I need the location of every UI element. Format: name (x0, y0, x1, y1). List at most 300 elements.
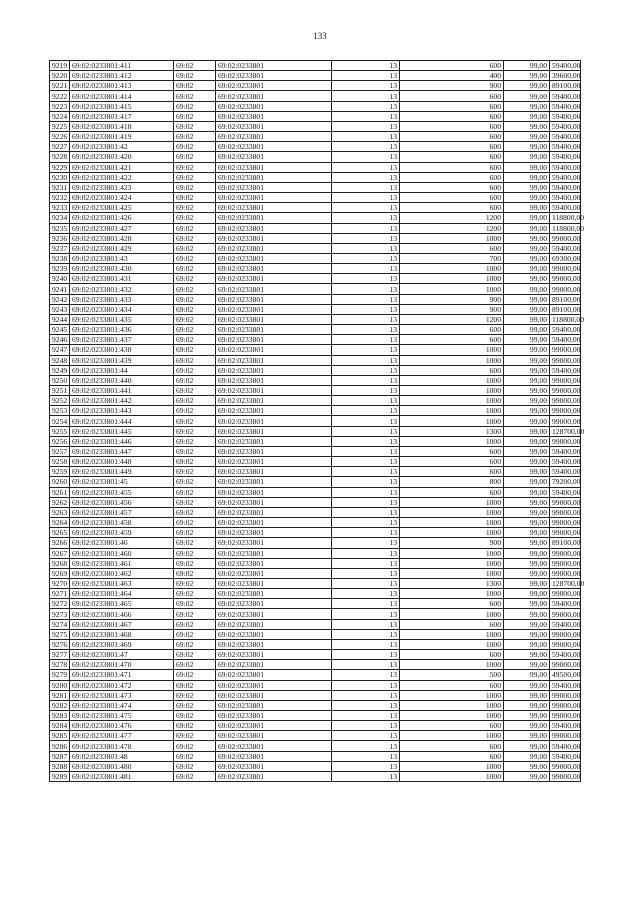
category-code-cell: 13 (332, 81, 400, 91)
table-row (50, 761, 581, 771)
cadastral-quarter-cell: 69:02:0233801 (216, 233, 332, 243)
category-code-cell: 13 (332, 609, 400, 619)
rate-value-cell: 99,00 (504, 325, 550, 335)
category-code-cell: 13 (332, 771, 400, 781)
area-value-cell: 600 (400, 203, 504, 213)
district-code-cell: 69:02 (174, 568, 216, 578)
area-value-cell: 1000 (400, 264, 504, 274)
total-value-cell: 128700,00 (550, 578, 581, 588)
row-index-cell: 9280 (50, 680, 70, 690)
table-row (50, 314, 581, 324)
rate-value-cell: 99,00 (504, 274, 550, 284)
rate-value-cell: 99,00 (504, 355, 550, 365)
category-code-cell: 13 (332, 629, 400, 639)
table-row (50, 284, 581, 294)
area-value-cell: 1000 (400, 497, 504, 507)
row-index-cell: 9283 (50, 711, 70, 721)
table-row (50, 304, 581, 314)
row-index-cell: 9252 (50, 396, 70, 406)
row-index-cell: 9287 (50, 751, 70, 761)
rate-value-cell: 99,00 (504, 629, 550, 639)
total-value-cell: 99000,00 (550, 284, 581, 294)
area-value-cell: 900 (400, 294, 504, 304)
total-value-cell: 59400,00 (550, 243, 581, 253)
area-value-cell: 600 (400, 132, 504, 142)
rate-value-cell: 99,00 (504, 700, 550, 710)
rate-value-cell: 99,00 (504, 670, 550, 680)
category-code-cell: 13 (332, 436, 400, 446)
rate-value-cell: 99,00 (504, 690, 550, 700)
area-value-cell: 900 (400, 81, 504, 91)
area-value-cell: 1000 (400, 528, 504, 538)
district-code-cell: 69:02 (174, 771, 216, 781)
district-code-cell: 69:02 (174, 436, 216, 446)
category-code-cell: 13 (332, 507, 400, 517)
district-code-cell: 69:02 (174, 528, 216, 538)
row-index-cell: 9240 (50, 274, 70, 284)
table-row (50, 446, 581, 456)
area-value-cell: 1000 (400, 284, 504, 294)
cadastral-quarter-cell: 69:02:0233801 (216, 507, 332, 517)
cadastral-quarter-cell: 69:02:0233801 (216, 325, 332, 335)
district-code-cell: 69:02 (174, 335, 216, 345)
category-code-cell: 13 (332, 416, 400, 426)
table-row (50, 61, 581, 71)
rate-value-cell: 99,00 (504, 81, 550, 91)
district-code-cell: 69:02 (174, 467, 216, 477)
cadastral-quarter-cell: 69:02:0233801 (216, 132, 332, 142)
area-value-cell: 600 (400, 61, 504, 71)
area-value-cell: 700 (400, 253, 504, 263)
table-row (50, 345, 581, 355)
cadastral-quarter-cell: 69:02:0233801 (216, 375, 332, 385)
row-index-cell: 9241 (50, 284, 70, 294)
area-value-cell: 600 (400, 680, 504, 690)
rate-value-cell: 99,00 (504, 182, 550, 192)
area-value-cell: 1000 (400, 609, 504, 619)
table-row (50, 426, 581, 436)
table-row (50, 650, 581, 660)
rate-value-cell: 99,00 (504, 375, 550, 385)
row-index-cell: 9266 (50, 538, 70, 548)
district-code-cell: 69:02 (174, 81, 216, 91)
cadastral-number-cell: 69:02:0233801:411 (70, 61, 174, 71)
rate-value-cell: 99,00 (504, 446, 550, 456)
rate-value-cell: 99,00 (504, 609, 550, 619)
area-value-cell: 600 (400, 162, 504, 172)
cadastral-number-cell: 69:02:0233801:424 (70, 193, 174, 203)
rate-value-cell: 99,00 (504, 142, 550, 152)
category-code-cell: 13 (332, 213, 400, 223)
cadastral-quarter-cell: 69:02:0233801 (216, 578, 332, 588)
total-value-cell: 59400,00 (550, 365, 581, 375)
rate-value-cell: 99,00 (504, 558, 550, 568)
category-code-cell: 13 (332, 700, 400, 710)
cadastral-quarter-cell: 69:02:0233801 (216, 538, 332, 548)
cadastral-quarter-cell: 69:02:0233801 (216, 264, 332, 274)
cadastral-number-cell: 69:02:0233801:423 (70, 182, 174, 192)
total-value-cell: 99000,00 (550, 731, 581, 741)
table-row (50, 365, 581, 375)
cadastral-quarter-cell: 69:02:0233801 (216, 650, 332, 660)
category-code-cell: 13 (332, 619, 400, 629)
total-value-cell: 99000,00 (550, 609, 581, 619)
cadastral-quarter-cell: 69:02:0233801 (216, 751, 332, 761)
category-code-cell: 13 (332, 71, 400, 81)
table-row (50, 172, 581, 182)
district-code-cell: 69:02 (174, 578, 216, 588)
table-row (50, 457, 581, 467)
cadastral-quarter-cell: 69:02:0233801 (216, 304, 332, 314)
total-value-cell: 69300,00 (550, 253, 581, 263)
area-value-cell: 600 (400, 91, 504, 101)
cadastral-number-cell: 69:02:0233801:431 (70, 274, 174, 284)
table-row (50, 700, 581, 710)
land-plot-register-table (49, 60, 585, 782)
category-code-cell: 13 (332, 304, 400, 314)
total-value-cell: 99000,00 (550, 375, 581, 385)
category-code-cell: 13 (332, 538, 400, 548)
area-value-cell: 1000 (400, 507, 504, 517)
total-value-cell: 39600,00 (550, 71, 581, 81)
total-value-cell: 59400,00 (550, 162, 581, 172)
district-code-cell: 69:02 (174, 243, 216, 253)
cadastral-number-cell: 69:02:0233801:417 (70, 111, 174, 121)
district-code-cell: 69:02 (174, 416, 216, 426)
cadastral-quarter-cell: 69:02:0233801 (216, 457, 332, 467)
table-row (50, 639, 581, 649)
rate-value-cell: 99,00 (504, 751, 550, 761)
cadastral-number-cell: 69:02:0233801:44 (70, 365, 174, 375)
cadastral-number-cell: 69:02:0233801:458 (70, 518, 174, 528)
cadastral-quarter-cell: 69:02:0233801 (216, 477, 332, 487)
category-code-cell: 13 (332, 690, 400, 700)
category-code-cell: 13 (332, 650, 400, 660)
district-code-cell: 69:02 (174, 162, 216, 172)
row-index-cell: 9257 (50, 446, 70, 456)
total-value-cell: 59400,00 (550, 203, 581, 213)
area-value-cell: 600 (400, 619, 504, 629)
total-value-cell: 99000,00 (550, 406, 581, 416)
table-row (50, 325, 581, 335)
district-code-cell: 69:02 (174, 446, 216, 456)
table-row (50, 731, 581, 741)
category-code-cell: 13 (332, 457, 400, 467)
cadastral-quarter-cell: 69:02:0233801 (216, 162, 332, 172)
total-value-cell: 59400,00 (550, 721, 581, 731)
row-index-cell: 9245 (50, 325, 70, 335)
row-index-cell: 9286 (50, 741, 70, 751)
cadastral-quarter-cell: 69:02:0233801 (216, 711, 332, 721)
row-index-cell: 9276 (50, 639, 70, 649)
cadastral-number-cell: 69:02:0233801:465 (70, 599, 174, 609)
cadastral-number-cell: 69:02:0233801:443 (70, 406, 174, 416)
cadastral-quarter-cell: 69:02:0233801 (216, 426, 332, 436)
row-index-cell: 9233 (50, 203, 70, 213)
category-code-cell: 13 (332, 132, 400, 142)
area-value-cell: 600 (400, 152, 504, 162)
area-value-cell: 1200 (400, 213, 504, 223)
row-index-cell: 9232 (50, 193, 70, 203)
cadastral-number-cell: 69:02:0233801:43 (70, 253, 174, 263)
cadastral-quarter-cell: 69:02:0233801 (216, 193, 332, 203)
cadastral-quarter-cell: 69:02:0233801 (216, 528, 332, 538)
cadastral-number-cell: 69:02:0233801:448 (70, 457, 174, 467)
row-index-cell: 9238 (50, 253, 70, 263)
total-value-cell: 99000,00 (550, 558, 581, 568)
district-code-cell: 69:02 (174, 61, 216, 71)
district-code-cell: 69:02 (174, 264, 216, 274)
total-value-cell: 99000,00 (550, 345, 581, 355)
rate-value-cell: 99,00 (504, 660, 550, 670)
category-code-cell: 13 (332, 121, 400, 131)
cadastral-quarter-cell: 69:02:0233801 (216, 446, 332, 456)
row-index-cell: 9231 (50, 182, 70, 192)
total-value-cell: 99000,00 (550, 274, 581, 284)
total-value-cell: 59400,00 (550, 751, 581, 761)
cadastral-number-cell: 69:02:0233801:445 (70, 426, 174, 436)
cadastral-quarter-cell: 69:02:0233801 (216, 548, 332, 558)
row-index-cell: 9250 (50, 375, 70, 385)
category-code-cell: 13 (332, 741, 400, 751)
district-code-cell: 69:02 (174, 325, 216, 335)
table-row (50, 599, 581, 609)
total-value-cell: 99000,00 (550, 436, 581, 446)
category-code-cell: 13 (332, 142, 400, 152)
rate-value-cell: 99,00 (504, 497, 550, 507)
cadastral-quarter-cell: 69:02:0233801 (216, 121, 332, 131)
total-value-cell: 99000,00 (550, 700, 581, 710)
table-row (50, 142, 581, 152)
cadastral-quarter-cell: 69:02:0233801 (216, 436, 332, 446)
cadastral-quarter-cell: 69:02:0233801 (216, 731, 332, 741)
rate-value-cell: 99,00 (504, 477, 550, 487)
row-index-cell: 9235 (50, 223, 70, 233)
row-index-cell: 9248 (50, 355, 70, 365)
table-row (50, 690, 581, 700)
cadastral-number-cell: 69:02:0233801:434 (70, 304, 174, 314)
cadastral-number-cell: 69:02:0233801:48 (70, 751, 174, 761)
cadastral-quarter-cell: 69:02:0233801 (216, 497, 332, 507)
category-code-cell: 13 (332, 446, 400, 456)
cadastral-quarter-cell: 69:02:0233801 (216, 111, 332, 121)
area-value-cell: 1000 (400, 355, 504, 365)
rate-value-cell: 99,00 (504, 223, 550, 233)
area-value-cell: 1200 (400, 223, 504, 233)
area-value-cell: 600 (400, 142, 504, 152)
table-row (50, 436, 581, 446)
table-row (50, 670, 581, 680)
row-index-cell: 9284 (50, 721, 70, 731)
table-row (50, 274, 581, 284)
rate-value-cell: 99,00 (504, 101, 550, 111)
district-code-cell: 69:02 (174, 182, 216, 192)
cadastral-quarter-cell: 69:02:0233801 (216, 771, 332, 781)
district-code-cell: 69:02 (174, 304, 216, 314)
cadastral-quarter-cell: 69:02:0233801 (216, 294, 332, 304)
table-row (50, 721, 581, 731)
rate-value-cell: 99,00 (504, 538, 550, 548)
table-row (50, 203, 581, 213)
rate-value-cell: 99,00 (504, 568, 550, 578)
area-value-cell: 1000 (400, 406, 504, 416)
row-index-cell: 9285 (50, 731, 70, 741)
row-index-cell: 9288 (50, 761, 70, 771)
table-row (50, 528, 581, 538)
cadastral-quarter-cell: 69:02:0233801 (216, 274, 332, 284)
row-index-cell: 9282 (50, 700, 70, 710)
cadastral-quarter-cell: 69:02:0233801 (216, 639, 332, 649)
rate-value-cell: 99,00 (504, 386, 550, 396)
cadastral-number-cell: 69:02:0233801:42 (70, 142, 174, 152)
category-code-cell: 13 (332, 152, 400, 162)
table-row (50, 406, 581, 416)
cadastral-quarter-cell: 69:02:0233801 (216, 690, 332, 700)
cadastral-quarter-cell: 69:02:0233801 (216, 81, 332, 91)
page-number: 133 (313, 31, 327, 41)
cadastral-number-cell: 69:02:0233801:47 (70, 650, 174, 660)
table-row (50, 264, 581, 274)
rate-value-cell: 99,00 (504, 406, 550, 416)
area-value-cell: 1300 (400, 578, 504, 588)
district-code-cell: 69:02 (174, 294, 216, 304)
district-code-cell: 69:02 (174, 253, 216, 263)
cadastral-quarter-cell: 69:02:0233801 (216, 487, 332, 497)
table-row (50, 609, 581, 619)
total-value-cell: 99000,00 (550, 396, 581, 406)
category-code-cell: 13 (332, 365, 400, 375)
row-index-cell: 9239 (50, 264, 70, 274)
cadastral-quarter-cell: 69:02:0233801 (216, 101, 332, 111)
district-code-cell: 69:02 (174, 365, 216, 375)
row-index-cell: 9279 (50, 670, 70, 680)
row-index-cell: 9275 (50, 629, 70, 639)
total-value-cell: 99000,00 (550, 528, 581, 538)
category-code-cell: 13 (332, 396, 400, 406)
rate-value-cell: 99,00 (504, 721, 550, 731)
cadastral-quarter-cell: 69:02:0233801 (216, 741, 332, 751)
row-index-cell: 9225 (50, 121, 70, 131)
category-code-cell: 13 (332, 335, 400, 345)
cadastral-quarter-cell: 69:02:0233801 (216, 61, 332, 71)
total-value-cell: 59400,00 (550, 142, 581, 152)
rate-value-cell: 99,00 (504, 680, 550, 690)
cadastral-number-cell: 69:02:0233801:446 (70, 436, 174, 446)
cadastral-number-cell: 69:02:0233801:412 (70, 71, 174, 81)
total-value-cell: 59400,00 (550, 487, 581, 497)
table-row (50, 396, 581, 406)
row-index-cell: 9258 (50, 457, 70, 467)
table-row (50, 629, 581, 639)
row-index-cell: 9224 (50, 111, 70, 121)
district-code-cell: 69:02 (174, 589, 216, 599)
area-value-cell: 600 (400, 446, 504, 456)
table-row (50, 619, 581, 629)
total-value-cell: 128700,00 (550, 426, 581, 436)
cadastral-number-cell: 69:02:0233801:420 (70, 152, 174, 162)
area-value-cell: 400 (400, 71, 504, 81)
area-value-cell: 600 (400, 101, 504, 111)
register-table-body (50, 61, 585, 782)
district-code-cell: 69:02 (174, 761, 216, 771)
row-index-cell: 9221 (50, 81, 70, 91)
area-value-cell: 1000 (400, 731, 504, 741)
row-index-cell: 9255 (50, 426, 70, 436)
total-value-cell: 99000,00 (550, 639, 581, 649)
table-row (50, 741, 581, 751)
category-code-cell: 13 (332, 568, 400, 578)
total-value-cell: 79200,00 (550, 477, 581, 487)
rate-value-cell: 99,00 (504, 711, 550, 721)
cadastral-number-cell: 69:02:0233801:473 (70, 690, 174, 700)
rate-value-cell: 99,00 (504, 264, 550, 274)
area-value-cell: 1000 (400, 436, 504, 446)
rate-value-cell: 99,00 (504, 771, 550, 781)
cadastral-number-cell: 69:02:0233801:455 (70, 487, 174, 497)
category-code-cell: 13 (332, 193, 400, 203)
cadastral-quarter-cell: 69:02:0233801 (216, 182, 332, 192)
cadastral-quarter-cell: 69:02:0233801 (216, 386, 332, 396)
total-value-cell: 89100,00 (550, 81, 581, 91)
category-code-cell: 13 (332, 375, 400, 385)
row-index-cell: 9251 (50, 386, 70, 396)
rate-value-cell: 99,00 (504, 91, 550, 101)
district-code-cell: 69:02 (174, 629, 216, 639)
cadastral-quarter-cell: 69:02:0233801 (216, 142, 332, 152)
table-row (50, 771, 581, 781)
area-value-cell: 600 (400, 487, 504, 497)
category-code-cell: 13 (332, 599, 400, 609)
cadastral-number-cell: 69:02:0233801:472 (70, 680, 174, 690)
table-row (50, 497, 581, 507)
cadastral-number-cell: 69:02:0233801:464 (70, 589, 174, 599)
district-code-cell: 69:02 (174, 172, 216, 182)
cadastral-quarter-cell: 69:02:0233801 (216, 629, 332, 639)
category-code-cell: 13 (332, 497, 400, 507)
total-value-cell: 59400,00 (550, 101, 581, 111)
district-code-cell: 69:02 (174, 71, 216, 81)
rate-value-cell: 99,00 (504, 548, 550, 558)
district-code-cell: 69:02 (174, 518, 216, 528)
cadastral-quarter-cell: 69:02:0233801 (216, 253, 332, 263)
category-code-cell: 13 (332, 477, 400, 487)
total-value-cell: 118800,00 (550, 223, 581, 233)
row-index-cell: 9260 (50, 477, 70, 487)
category-code-cell: 13 (332, 680, 400, 690)
row-index-cell: 9277 (50, 650, 70, 660)
area-value-cell: 1000 (400, 690, 504, 700)
rate-value-cell: 99,00 (504, 731, 550, 741)
cadastral-number-cell: 69:02:0233801:414 (70, 91, 174, 101)
total-value-cell: 59400,00 (550, 457, 581, 467)
area-value-cell: 1000 (400, 558, 504, 568)
category-code-cell: 13 (332, 233, 400, 243)
cadastral-number-cell: 69:02:0233801:427 (70, 223, 174, 233)
rate-value-cell: 99,00 (504, 294, 550, 304)
table-row (50, 589, 581, 599)
category-code-cell: 13 (332, 61, 400, 71)
district-code-cell: 69:02 (174, 142, 216, 152)
area-value-cell: 1000 (400, 274, 504, 284)
cadastral-number-cell: 69:02:0233801:437 (70, 335, 174, 345)
cadastral-quarter-cell: 69:02:0233801 (216, 203, 332, 213)
row-index-cell: 9272 (50, 599, 70, 609)
area-value-cell: 600 (400, 193, 504, 203)
rate-value-cell: 99,00 (504, 639, 550, 649)
category-code-cell: 13 (332, 578, 400, 588)
table-row (50, 132, 581, 142)
table-row (50, 416, 581, 426)
